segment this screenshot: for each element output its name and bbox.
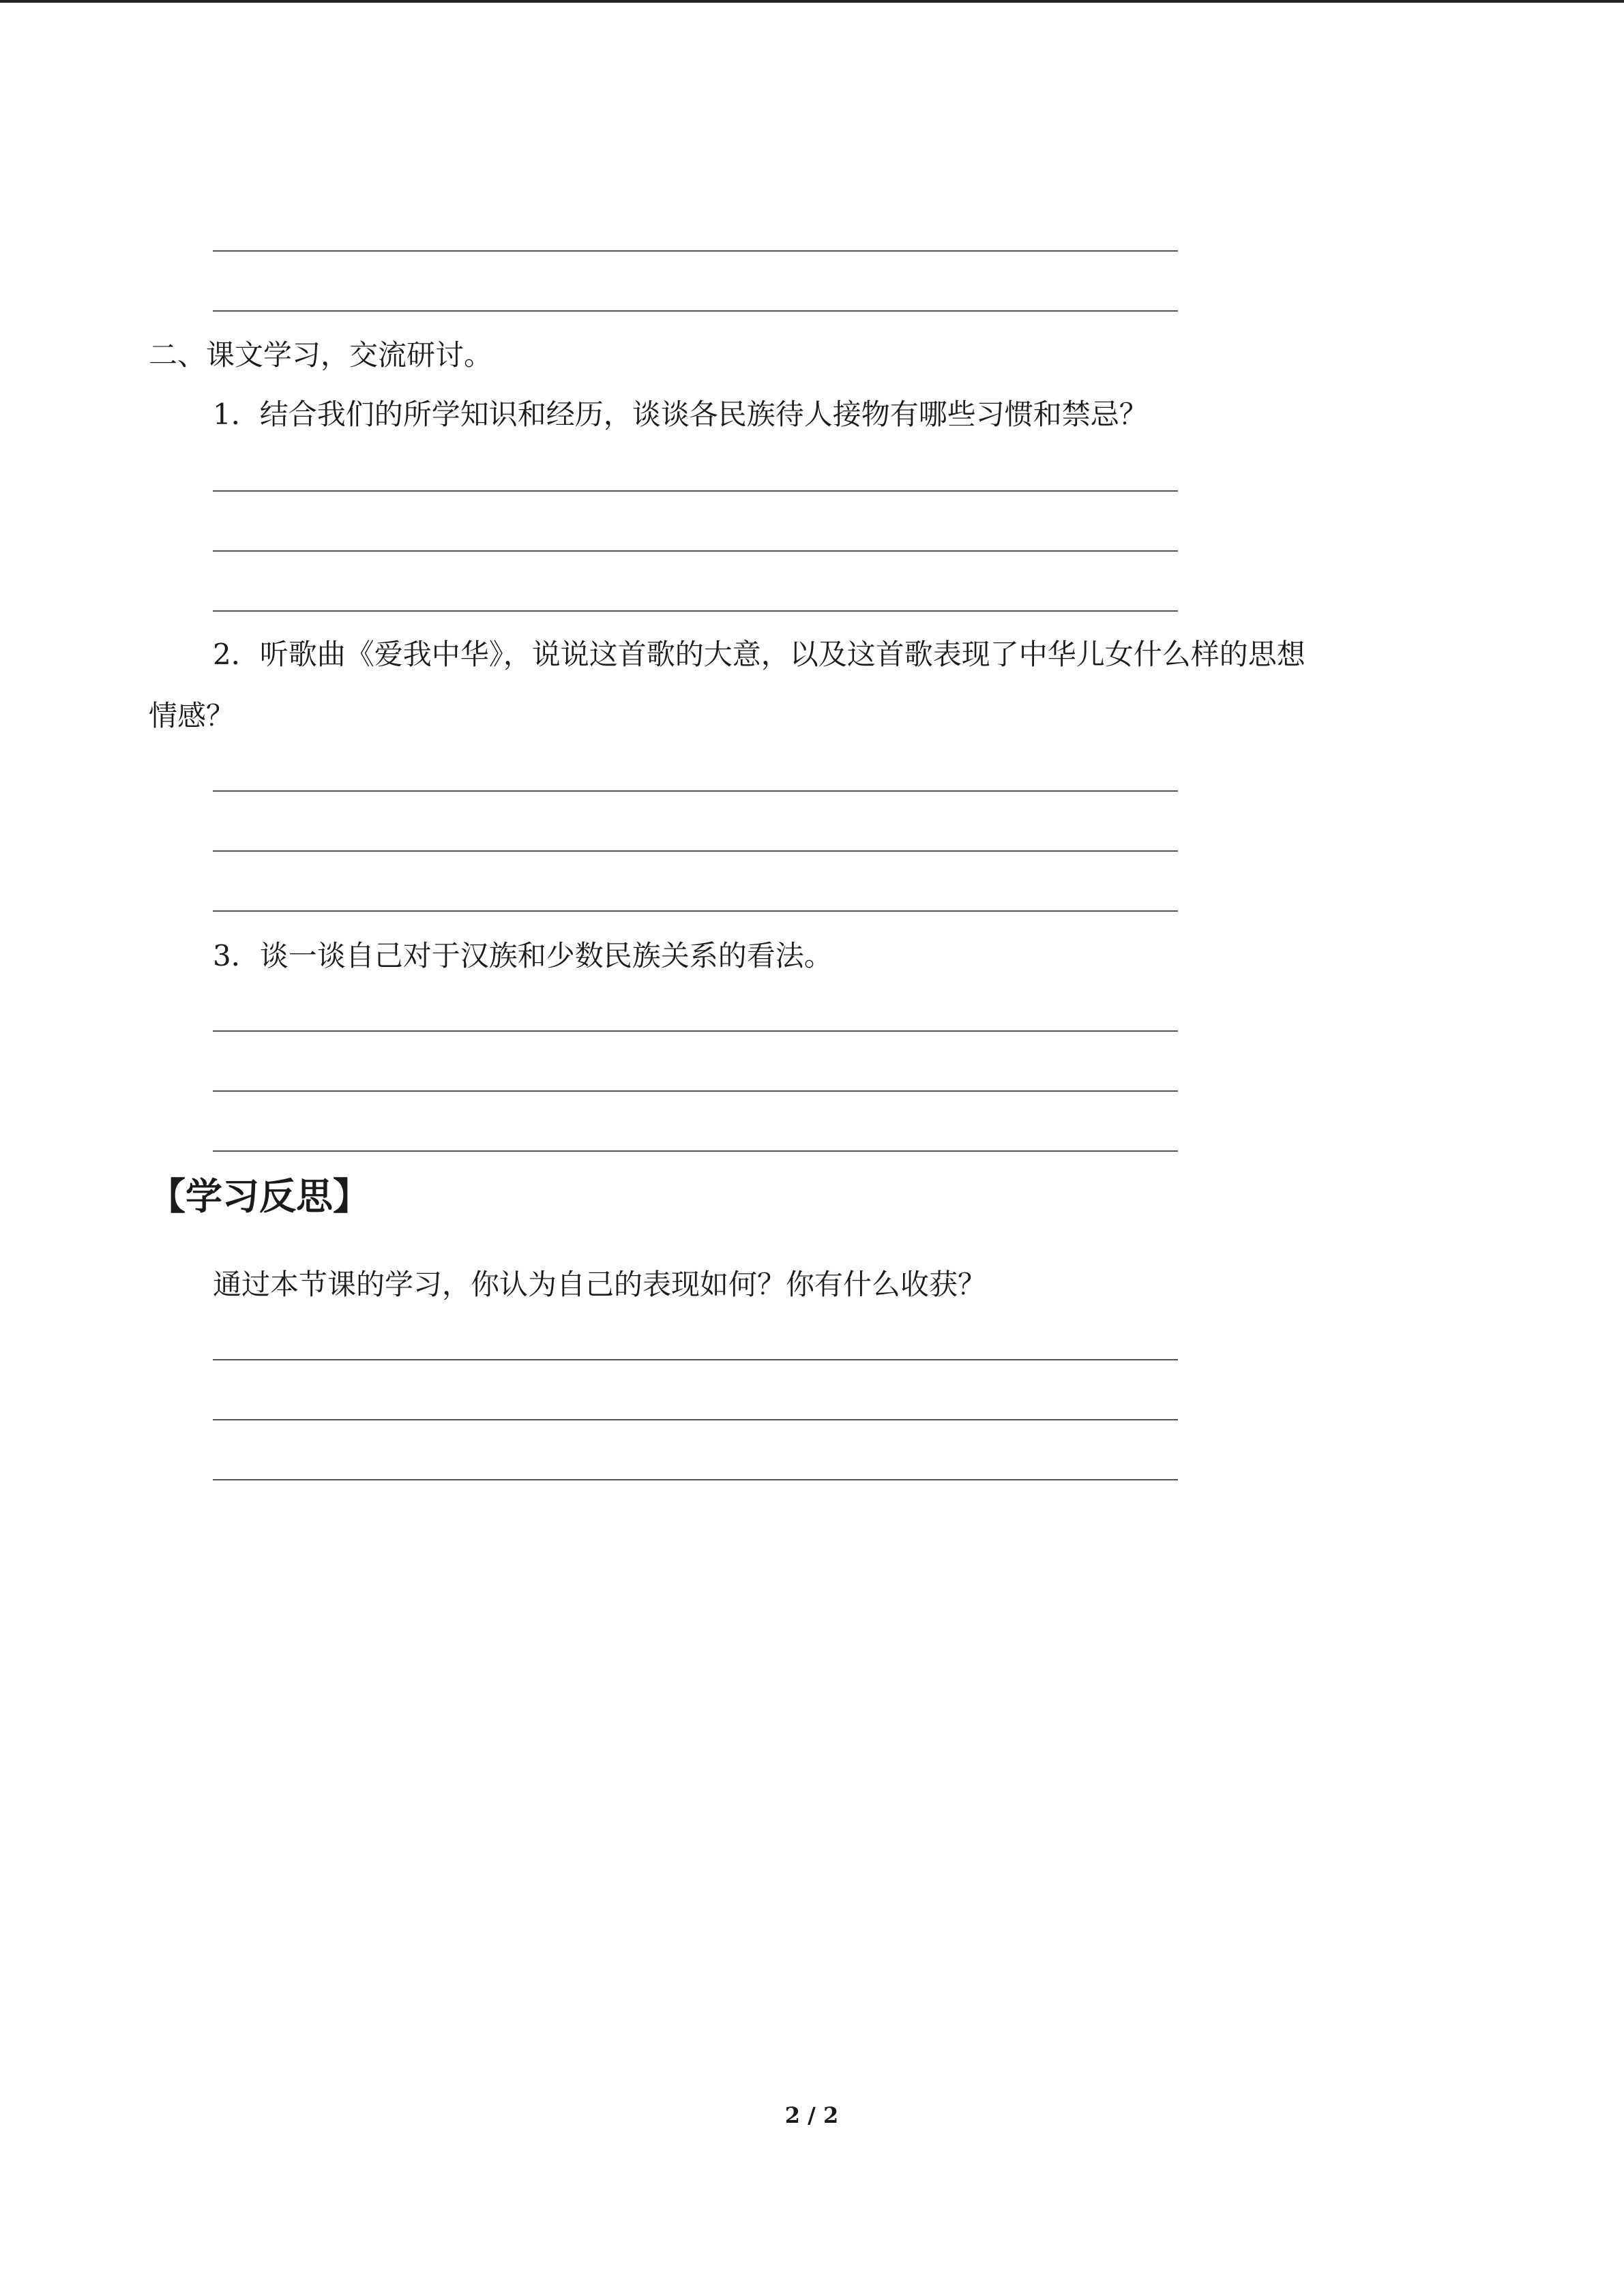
answer-line (213, 250, 1178, 252)
answer-line (213, 550, 1178, 552)
answer-line (213, 1150, 1178, 1152)
answer-line (213, 1419, 1178, 1420)
reflection-prompt: 通过本节课的学习，你认为自己的表现如何？你有什么收获？ (213, 1268, 987, 1301)
page-number: 2 / 2 (784, 2102, 839, 2128)
question-2-line-2: 情感？ (149, 699, 235, 732)
answer-line (213, 910, 1178, 912)
question-2-line-1: 2．听歌曲《爱我中华》，说说这首歌的大意，以及这首歌表现了中华儿女什么样的思想 (213, 638, 1305, 671)
answer-line (213, 310, 1178, 312)
answer-line (213, 850, 1178, 852)
reflection-heading: 【学习反思】 (149, 1175, 370, 1218)
answer-line (213, 1090, 1178, 1092)
question-1: 1．结合我们的所学知识和经历，谈谈各民族待人接物有哪些习惯和禁忌？ (213, 398, 1148, 431)
answer-line (213, 490, 1178, 492)
answer-line (213, 790, 1178, 792)
answer-line (213, 610, 1178, 612)
answer-line (213, 1479, 1178, 1480)
question-3: 3．谈一谈自己对于汉族和少数民族关系的看法。 (213, 939, 833, 972)
section-title: 二、课文学习，交流研讨。 (149, 338, 493, 372)
page-top-border (0, 0, 1624, 3)
answer-line (213, 1030, 1178, 1032)
answer-line (213, 1359, 1178, 1360)
